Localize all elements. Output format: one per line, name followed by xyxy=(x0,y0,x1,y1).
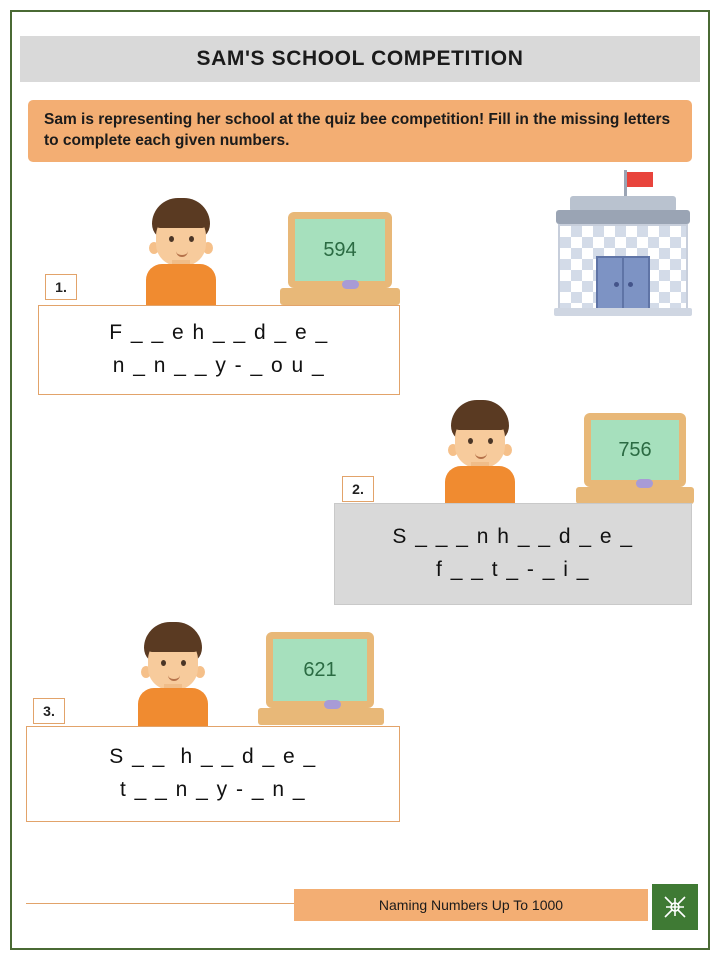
screen-number-1: 594 xyxy=(323,238,357,261)
school-building-illustration xyxy=(548,170,698,330)
answer-box-1[interactable] xyxy=(38,305,400,395)
screen-number-3: 621 xyxy=(303,658,337,681)
laptop-illustration-3 xyxy=(258,632,384,728)
laptop-illustration-1 xyxy=(280,212,400,307)
instruction-text: Sam is representing her school at the quiz bee competition! Fill in the missing letters to complete each given numbers. xyxy=(44,111,671,149)
answer-line-1b: n _ n _ _ y - _ o u _ xyxy=(112,354,326,377)
door-knob-left xyxy=(614,282,619,287)
screen-number-2: 756 xyxy=(618,438,652,461)
laptop-screen-frame xyxy=(266,632,374,708)
laptop-screen xyxy=(273,639,367,701)
answer-line-3b: t _ _ n _ y - _ n _ xyxy=(119,778,307,801)
eye-right xyxy=(181,660,186,666)
answer-line-3a: S _ _ h _ _ d _ e _ xyxy=(109,745,317,769)
answer-box-3[interactable] xyxy=(26,726,400,822)
problem-number-3: 3. xyxy=(33,698,65,724)
laptop-base xyxy=(576,487,694,504)
publisher-logo xyxy=(652,884,698,930)
torso xyxy=(146,264,216,310)
eye-right xyxy=(488,438,493,444)
eye-right xyxy=(189,236,194,242)
laptop-screen-frame xyxy=(288,212,392,288)
laptop-screen xyxy=(295,219,385,281)
student-illustration-2 xyxy=(437,400,523,510)
eye-left xyxy=(161,660,166,666)
school-roof xyxy=(556,210,690,224)
mouse-icon xyxy=(342,280,359,289)
hair-fringe xyxy=(146,632,200,652)
eye-left xyxy=(468,438,473,444)
laptop-screen xyxy=(591,420,679,480)
answer-line-1a: F _ _ e h _ _ d _ e _ xyxy=(109,321,329,345)
mouse-icon xyxy=(324,700,341,709)
hair-fringe xyxy=(154,208,208,228)
answer-line-2a: S _ _ _ n h _ _ d _ e _ xyxy=(392,525,634,549)
mouse-icon xyxy=(636,479,653,488)
problem-number-2: 2. xyxy=(342,476,374,502)
student-illustration-3 xyxy=(130,622,216,732)
problem-number-1: 1. xyxy=(45,274,77,300)
title-bar xyxy=(20,36,700,82)
answer-line-2b: f _ _ t _ - _ i _ xyxy=(436,558,590,581)
school-base xyxy=(554,308,692,316)
laptop-base xyxy=(280,288,400,305)
laptop-screen-frame xyxy=(584,413,686,487)
hair-fringe xyxy=(453,410,507,430)
door-knob-right xyxy=(628,282,633,287)
flag-icon xyxy=(627,172,653,187)
eye-left xyxy=(169,236,174,242)
instruction-banner xyxy=(28,100,692,162)
laptop-illustration-2 xyxy=(576,413,694,508)
laptop-base xyxy=(258,708,384,725)
footer-label: Naming Numbers Up To 1000 xyxy=(294,889,648,921)
school-door-divider xyxy=(622,256,624,310)
answer-box-2[interactable] xyxy=(334,503,692,605)
student-illustration-1 xyxy=(138,198,224,308)
page-title: SAM'S SCHOOL COMPETITION xyxy=(196,47,524,70)
